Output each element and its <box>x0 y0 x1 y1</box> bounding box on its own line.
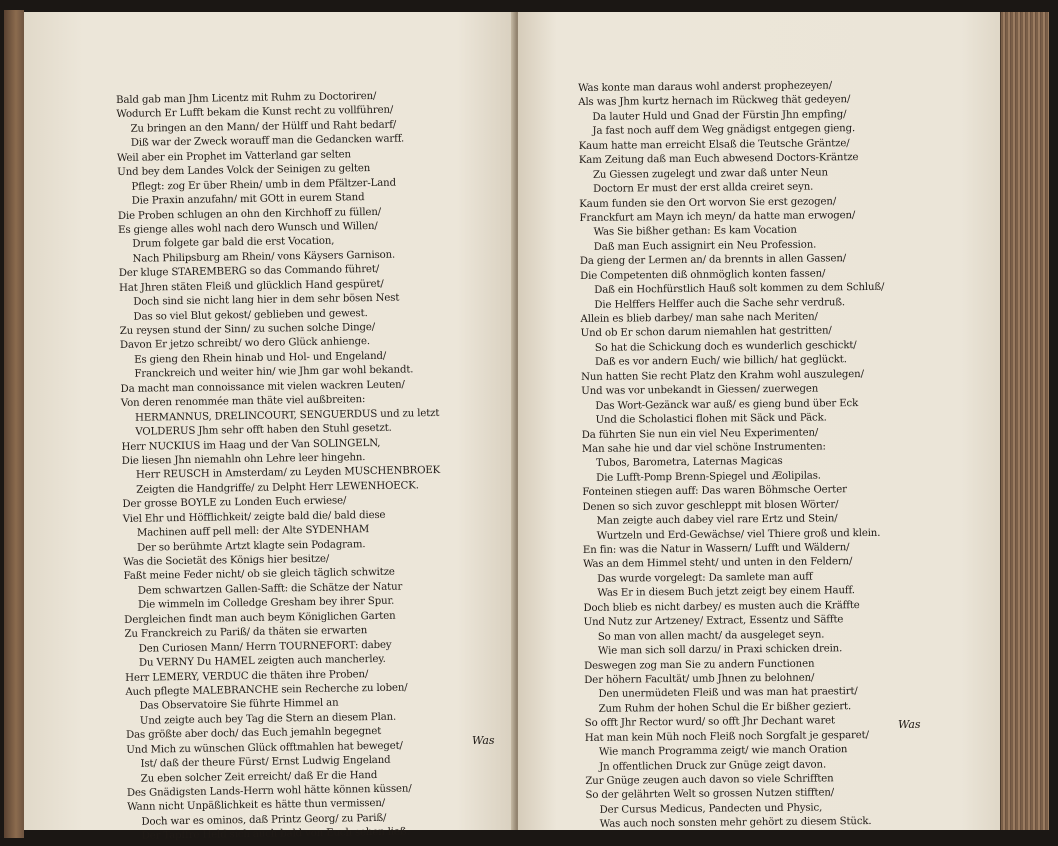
text-line: Zu reysen stund der Sinn/ zu suchen solche Dinge/ <box>119 321 376 337</box>
text-line: Als was Jhm kurtz hernach im Rückweg thät gedeyen/ <box>578 94 851 109</box>
text-line: Doctorn Er must der erst allda creiret seyn. <box>593 181 814 195</box>
text-line: Doch sind sie nicht lang hier in dem sehr bösen Nest <box>133 292 400 308</box>
text-line: Kaum funden sie den Ort worvon Sie erst gezogen/ <box>579 195 837 210</box>
right-page-text <box>578 78 1006 833</box>
text-line: Herr NUCKIUS im Haag und der Van SOLINGELN, <box>121 437 381 453</box>
text-line: En fin: was die Natur in Wassern/ Lufft und Wäldern/ <box>582 542 850 556</box>
text-line: Jn offentlichen Druck zur Gnüge zeigt davon. <box>599 759 827 773</box>
text-line: So man von allen macht/ da ausgeleget seyn. <box>597 629 825 643</box>
text-line: Daß ein Hochfürstlich Hauß solt kommen zu dem Schluß/ <box>594 281 885 296</box>
text-line: Es gieng den Rhein hinab und Hol- und Engeland/ <box>134 350 387 366</box>
text-line: Zum Ruhm der hohen Schul die Er bißher geziert. <box>598 700 852 715</box>
text-line: Und Nutz zur Artzeney/ Extract, Essentz und Säffte <box>583 614 844 629</box>
text-line: Nach Philipsburg am Rhein/ vons Käysers Garnison. <box>132 249 396 265</box>
text-line: Faßt meine Feder nicht/ ob sie gleich täglich schwitze <box>123 567 395 583</box>
text-line: Da gieng der Lermen an/ da brennts in allen Gassen/ <box>579 253 847 268</box>
text-line: Es gienge alles wohl nach dero Wunsch und Willen/ <box>118 220 378 236</box>
text-line: Kam Zeitung daß man Euch abwesend Doctors-Kräntze <box>578 152 859 167</box>
text-line: Da führten Sie nun ein viel Neu Experimenten/ <box>581 427 819 441</box>
text-line: Das so viel Blut gekost/ geblieben und gewest. <box>133 307 368 323</box>
text-line: Wie manch Programma zeigt/ wie manch Oration <box>598 744 848 758</box>
text-line: Ja fast noch auff dem Weg gnädigst entgegen gieng. <box>592 123 856 138</box>
text-line: Daß es vor andern Euch/ wie billich/ hat geglückt. <box>594 354 847 369</box>
text-line: Daß man Euch assignirt ein Neu Profession. <box>593 239 817 253</box>
text-line: Die Competenten diß ohnmöglich konten fassen/ <box>579 268 826 282</box>
text-line: Franckreich und weiter hin/ wie Jhm gar wohl bekandt. <box>134 364 414 381</box>
text-line: Man zeigte auch dabey viel rare Ertz und Stein/ <box>596 513 838 527</box>
text-line: Nun hatten Sie recht Platz den Krahm wohl auszulegen/ <box>581 368 864 383</box>
text-line: Wann nicht Unpäßlichkeit es hätte thun vermissen/ <box>127 798 386 814</box>
text-line: Der höhern Facultät/ umb Jhnen zu belohnen/ <box>584 672 815 686</box>
text-line: Allein es blieb darbey/ man sahe nach Meriten/ <box>580 311 818 325</box>
text-line: Was die Societät des Königs hier besitze/ <box>123 553 330 568</box>
text-line: Herr LEMERY, VERDUC die thäten ihre Proben/ <box>125 668 369 684</box>
text-line: Franckfurt am Mayn ich meyn/ da hatte man erwogen/ <box>579 210 856 224</box>
text-line: Das Observatoire Sie führte Himmel an <box>139 697 339 713</box>
left-page <box>24 12 516 843</box>
text-line: Doch war es ominos, daß Printz Georg/ zu Pariß/ <box>141 812 387 828</box>
text-line: Hat man kein Müh noch Fleiß noch Sorgfalt je gesparet/ <box>584 729 869 744</box>
left-page-text <box>116 88 518 845</box>
text-line: Zu Giessen zugelegt und zwar daß unter Neun <box>592 167 828 181</box>
text-line: Der Cursus Medicus, Pandecten und Physic, <box>599 802 823 816</box>
text-line: So der gelährten Welt so grossen Nutzen stifften/ <box>585 787 835 802</box>
text-line: Diß war der Zweck worauff man die Gedancken warff. <box>130 133 405 150</box>
text-line: Was konte man daraus wohl anderst prophezeyen/ <box>578 80 833 94</box>
text-line: Das wurde vorgelegt: Da samlete man auff <box>597 571 813 585</box>
text-line: So hat die Schickung doch es wunderlich geschickt/ <box>594 339 857 354</box>
left-cover-edge <box>4 10 24 838</box>
text-line: Die Helffers Helffer auch die Sache sehr verdruß. <box>594 296 846 311</box>
text-line: Doch blieb es nicht darbey/ es musten auch die Kräffte <box>583 599 860 614</box>
text-line: Und bey dem Landes Volck der Seinigen zu gelten <box>117 163 371 179</box>
text-line: Tubos, Barometra, Laternas Magicas <box>595 456 783 470</box>
text-line: Dem schwartzen Gallen-Safft: die Schätze der Natur <box>137 581 403 597</box>
text-line: Wie man sich soll darzu/ in Praxi schicken drein. <box>597 643 843 657</box>
text-line: Und ob Er schon darum niemahlen hat gestritten/ <box>580 325 832 340</box>
text-line: Da macht man connoissance mit vielen wackren Leuten/ <box>120 379 405 395</box>
text-line: Des Gnädigsten Lands-Herrn wohl hätte können küssen/ <box>126 783 412 799</box>
text-line: VOLDERUS Jhm sehr offt haben den Stuhl gesetzt. <box>135 422 392 438</box>
text-line: Der grosse BOYLE zu Londen Euch erwiese/ <box>122 495 347 511</box>
text-line: Die Praxin anzufahn/ mit GOtt in eurem Stand <box>131 192 365 207</box>
text-line: Pflegt: zog Er über Rhein/ umb in dem Pfältzer-Land <box>131 177 397 193</box>
text-line: Fonteinen stiegen auff: Das waren Böhmsche Oerter <box>582 484 847 499</box>
text-line: Zur Gnüge zeugen auch davon so viele Schrifften <box>585 773 834 787</box>
text-line: Bald gab man Jhm Licentz mit Ruhm zu Doctoriren/ <box>116 90 377 106</box>
text-line: Davon Er jetzo schreibt/ wo dero Glück anhienge. <box>119 336 371 352</box>
text-line: Was auch noch sonsten mehr gehört zu diesem Stück. <box>599 816 872 831</box>
page-block-edge <box>1000 12 1049 830</box>
text-line: Drum folgete gar bald die erst Vocation, <box>132 235 335 251</box>
right-page <box>518 12 1000 830</box>
text-line: Den Curiosen Mann/ Herrn TOURNEFORT: dabey <box>138 639 392 655</box>
text-line: Der so berühmte Artzt klagte sein Podagram. <box>137 538 366 554</box>
text-line: Wodurch Er Lufft bekam die Kunst recht zu vollführen/ <box>116 105 394 121</box>
text-line: Zu eben solcher Zeit erreicht/ daß Er die Hand <box>140 769 378 785</box>
text-line: Die Lufft-Pomp Brenn-Spiegel und Æolipilas. <box>596 470 821 484</box>
text-line: Du VERNY Du HAMEL zeigten auch mancherley. <box>138 653 386 669</box>
text-line: Zu Franckreich zu Pariß/ da thäten sie erwarten <box>124 625 368 641</box>
text-line: Und Mich zu wünschen Glück offtmahlen hat beweget/ <box>126 740 403 756</box>
text-line: Was Sie bißher gethan: Es kam Vocation <box>593 225 797 239</box>
text-line: Dergleichen findt man auch beym Königlichen Garten <box>124 610 396 626</box>
text-line: Deswegen zog man Sie zu andern Functionen <box>584 658 815 672</box>
text-line: Die Proben schlugen an ohn den Kirchhoff zu füllen/ <box>117 206 382 222</box>
text-line: Viel Ehr und Höfflichkeit/ zeigte bald die/ bald diese <box>122 509 386 525</box>
text-line: Ist/ daß der theure Fürst/ Ernst Ludwig Engeland <box>140 754 391 770</box>
text-line: Kaum hatte man erreicht Elsaß die Teutsche Gräntze/ <box>578 137 850 152</box>
text-line: Den unermüdeten Fleiß und was man hat praestirt/ <box>598 686 858 701</box>
text-line: Hat Jhren stäten Fleiß und glücklich Hand gespüret/ <box>118 278 384 294</box>
text-line: Da lauter Huld und Gnad der Fürstin Jhn empfing/ <box>592 109 847 123</box>
text-line: Und die Scholastici flohen mit Säck und Päck. <box>595 412 827 426</box>
text-line: Denen so sich zuvor geschleppt mit blosen Wörter/ <box>582 498 839 513</box>
text-line: Und zeigte auch bey Tag die Stern an diesem Plan. <box>139 711 397 727</box>
text-line: Auch pflegte MALEBRANCHE sein Recherche zu loben/ <box>125 682 408 698</box>
text-line: Weil aber ein Prophet im Vatterland gar selten <box>116 149 352 164</box>
text-line: So offt Jhr Rector wurd/ so offt Jhr Dechant waret <box>584 715 836 730</box>
text-line: Zu bringen an den Mann/ der Hülff und Raht bedarf/ <box>130 119 397 135</box>
text-line: Und was vor unbekandt in Giessen/ zuerwegen <box>581 383 819 398</box>
text-line: Man sahe hie und dar viel schöne Instrumenten: <box>581 441 826 455</box>
text-line: Das größte aber doch/ das Euch jemahln begegnet <box>125 726 382 742</box>
left-catchword: Was <box>472 734 495 747</box>
text-line: Von deren renommée man thäte viel außbreiten: <box>120 394 366 410</box>
text-line: Was an dem Himmel steht/ und unten in den Feldern/ <box>582 556 853 571</box>
text-line: Der kluge STAREMBERG so das Commando führet/ <box>118 264 380 280</box>
text-line: Herr REUSCH in Amsterdam/ zu Leyden MUSCHENBROEK <box>135 465 441 482</box>
text-line: Der Tapffre Held sich auch bald von Euch sehen ließ. <box>141 826 410 843</box>
text-line: HERMANNUS, DRELINCOURT, SENGUERDUS und zu letzt <box>135 407 440 424</box>
text-line: Machinen auff pell mell: der Alte SYDENHAM <box>136 524 370 539</box>
right-catchword: Was <box>898 718 921 731</box>
text-line: Das Wort-Gezänck war auß/ es gieng bund über Eck <box>595 397 859 412</box>
text-line: Die liesen Jhn niemahln ohn Lehre leer hingehn. <box>121 452 366 467</box>
text-line: Wurtzeln und Erd-Gewächse/ viel Thiere groß und klein. <box>596 527 881 542</box>
text-line: Die wimmeln im Colledge Gresham bey ihrer Spur. <box>137 596 395 612</box>
text-line: Zeigten die Handgriffe/ zu Delpht Herr LEWENHOECK. <box>136 480 419 496</box>
text-line: Was Er in diesem Buch jetzt zeigt bey einem Hauff. <box>597 585 855 600</box>
